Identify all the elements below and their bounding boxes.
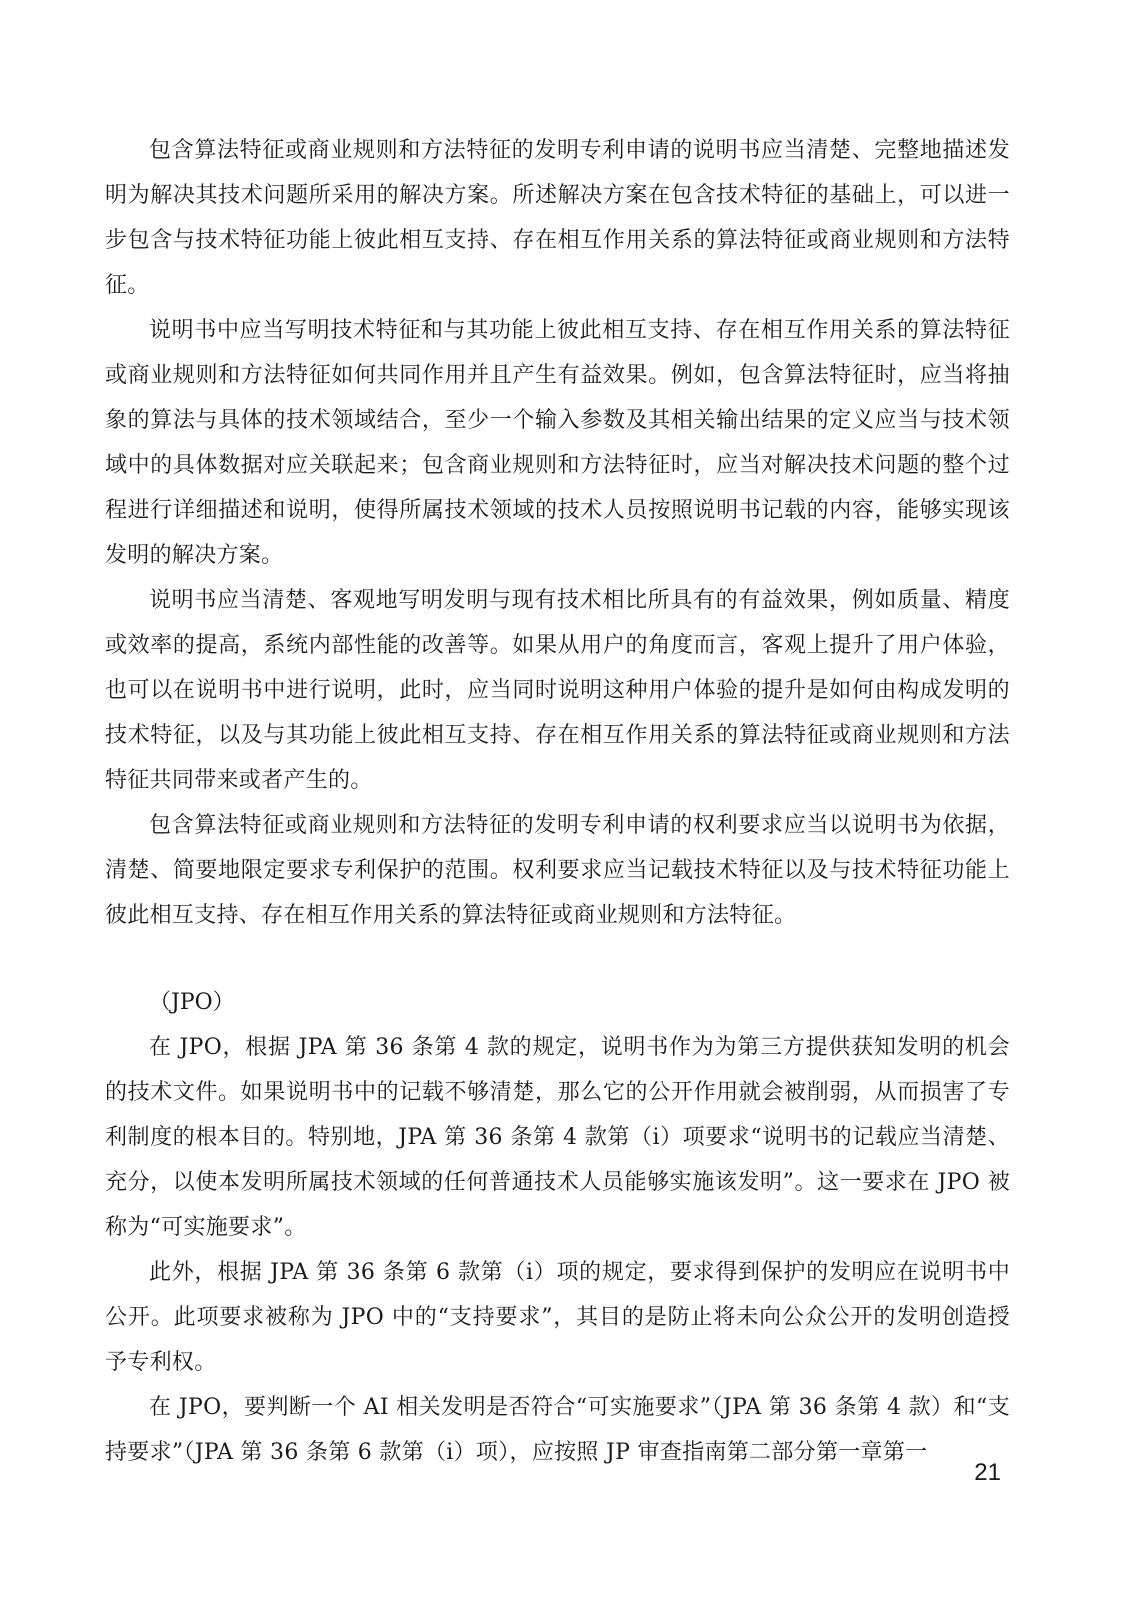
paragraph-beneficial-effects: 说明书应当清楚、客观地写明发明与现有技术相比所具有的有益效果，例如质量、精度或效率的提高，系统内部性能的改善等。如果从用户的角度而言，客观上提升了用户体验，也可以在说明书中进行说明，此时，应当同时说明这种用户体验的提升是如何由构成发明的技术特征，以及与其功能上彼此相互支持、存在相互作用关系的算法特征或商业规则和方法特征共同带来或者产生的。 [105, 588, 1010, 793]
paragraph-jpo-ai-inventions: 在 JPO，要判断一个 AI 相关发明是否符合“可实施要求”（JPA 第 36 条第 4 款）和“支持要求”（JPA 第 36 条第 6 款第（i）项），应按照 JP 审查指南第二部分第一章第一 [105, 1395, 1010, 1465]
document-body [105, 128, 1010, 1475]
paragraph-algorithm-description: 包含算法特征或商业规则和方法特征的发明专利申请的说明书应当清楚、完整地描述发明为解决其技术问题所采用的解决方案。所述解决方案在包含技术特征的基础上，可以进一步包含与技术特征功能上彼此相互支持、存在相互作用关系的算法特征或商业规则和方法特征。 [105, 138, 1010, 298]
paragraph-claims-basis: 包含算法特征或商业规则和方法特征的发明专利申请的权利要求应当以说明书为依据，清楚、简要地限定要求专利保护的范围。权利要求应当记载技术特征以及与技术特征功能上彼此相互支持、存在相互作用关系的算法特征或商业规则和方法特征。 [105, 813, 1010, 928]
paragraph-jpo-support: 此外，根据 JPA 第 36 条第 6 款第（i）项的规定，要求得到保护的发明应在说明书中公开。此项要求被称为 JPO 中的“支持要求”，其目的是防止将未向公众公开的发明创造授予专利权。 [105, 1260, 1010, 1375]
page-number: 21 [974, 1459, 1001, 1486]
section-heading-jpo: （JPO） [149, 990, 235, 1015]
paragraph-jpo-enablement: 在 JPO，根据 JPA 第 36 条第 4 款的规定，说明书作为为第三方提供获知发明的机会的技术文件。如果说明书中的记载不够清楚，那么它的公开作用就会被削弱，从而损害了专利制度的根本目的。特别地，JPA 第 36 条第 4 款第（i）项要求“说明书的记载应当清楚、充分，以使本发明所属技术领域的任何普通技术人员能够实施该发明”。这一要求在 JPO 被称为“可实施要求”。 [105, 1035, 1010, 1240]
paragraph-technical-effect-writing: 说明书中应当写明技术特征和与其功能上彼此相互支持、存在相互作用关系的算法特征或商业规则和方法特征如何共同作用并且产生有益效果。例如，包含算法特征时，应当将抽象的算法与具体的技术领域结合，至少一个输入参数及其相关输出结果的定义应当与技术领域中的具体数据对应关联起来；包含商业规则和方法特征时，应当对解决技术问题的整个过程进行详细描述和说明，使得所属技术领域的技术人员按照说明书记载的内容，能够实现该发明的解决方案。 [105, 318, 1010, 568]
